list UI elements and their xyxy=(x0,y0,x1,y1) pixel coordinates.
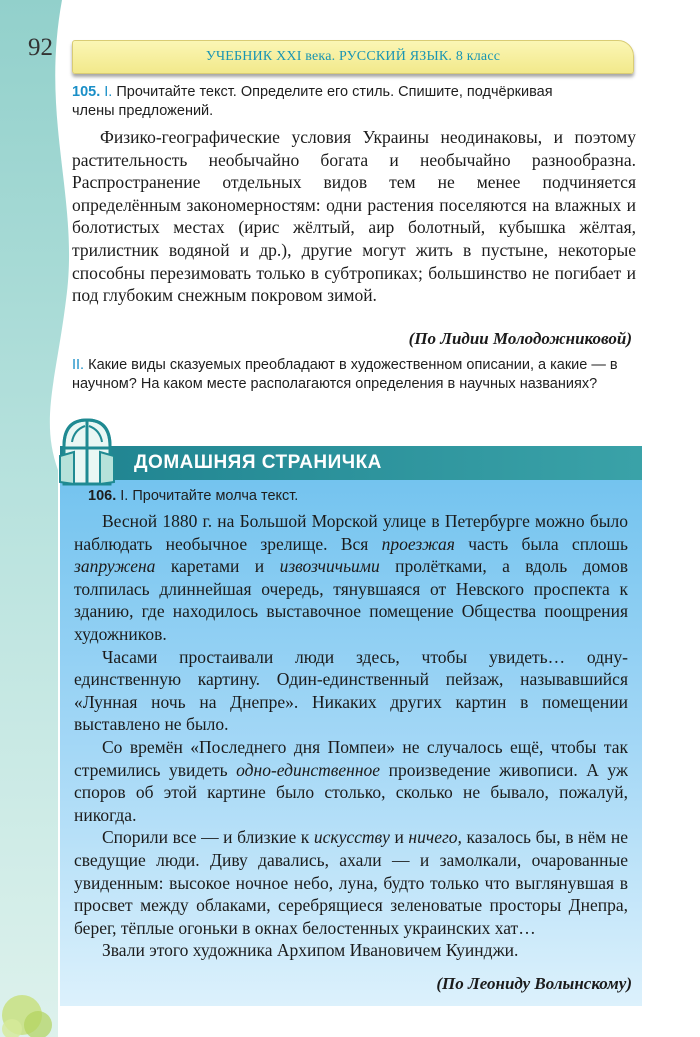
exercise-106-attribution: (По Леониду Волынскому) xyxy=(436,974,632,993)
exercise-105-part2-label: II. xyxy=(72,357,85,373)
running-header xyxy=(72,40,634,74)
p1-italic-1: проезжая xyxy=(381,533,455,554)
exercise-105-number: 105. xyxy=(72,84,101,100)
p1-text-d: пролётками, а вдоль домов толпилась длиннейшая очередь, тянувшаяся от Невского проспекта к зданию, где находилось выставочное помещение Общества поощрения художников. xyxy=(74,556,628,644)
running-header-text: УЧЕБНИК XXI века. РУССКИЙ ЯЗЫК. 8 класс xyxy=(205,49,501,64)
exercise-106-paragraph-5: Звали этого художника Архипом Ивановичем Куинджи. xyxy=(102,940,519,961)
exercise-106-text xyxy=(74,510,628,962)
page-number: 92 xyxy=(28,34,53,61)
exercise-106-part1-label: I. xyxy=(120,488,129,504)
p1-text-c: каретами и xyxy=(155,556,280,577)
p1-italic-2: запружена xyxy=(74,556,156,577)
exercise-106-task xyxy=(88,487,628,506)
exercise-106-paragraph-1 xyxy=(74,510,628,646)
p4-italic-2: ничего, xyxy=(408,827,462,848)
p4-text-c: казалось бы, в нём не сведущие люди. Диву давались, ахали — и замолкали, очарованные увиденным: высокое ночное небо, луна, будто только что выглянувшая в просвет между облаками, серебрящиеся зеленоватые просторы Днепра, берег, тёплые огоньки в окнах белостенных украинских хат… xyxy=(74,827,628,938)
exercise-106-number: 106. xyxy=(88,488,117,504)
exercise-106-paragraph-2: Часами простаивали люди здесь, чтобы увидеть… одну-единственную картину. Один-единственный пейзаж, называвшийся «Лунная ночь на Днепре». Никаких других картин в помещении выставлено не было. xyxy=(74,646,628,735)
exercise-105-part2-text: Какие виды сказуемых преобладают в художественном описании, а какие — в научном? На каком месте располагаются определения в научных названиях? xyxy=(72,357,618,392)
exercise-105-part1-text: Прочитайте текст. Определите его стиль. Спишите, подчёркивая xyxy=(116,84,553,100)
exercise-105-part1-label: I. xyxy=(104,84,113,100)
p4-text-a: Спорили все — и близкие к xyxy=(102,827,314,848)
exercise-105-attribution: (По Лидии Молодожниковой) xyxy=(408,329,632,348)
p4-text-b: и xyxy=(389,827,409,848)
p3-text-b: произведение живописи. А уж споров об этой картине было столько, сколько не бывало, пожалуй, никогда. xyxy=(74,759,628,825)
p3-text-a: Со времён «Последнего дня Помпеи» не случалось ещё, чтобы так стремились увидеть xyxy=(74,736,628,780)
p1-text-a: Весной 1880 г. на Большой Морской улице в Петербурге можно было наблюдать необычное зрелище. Вся xyxy=(74,511,628,554)
exercise-105-part1-text-2: члены предложений. xyxy=(72,103,214,119)
exercise-105-paragraph: Физико-географические условия Украины неодинаковы, и поэтому растительность необычайно богата и необычайно разнообразна. Распространение отдельных видов тем не менее подчиняется определённым закономерностям: одни растения поселяются на влажных и болотистых местах (ирис жёлтый, аир болотный, кубышка жёлтая, трилистник водяной и др.), другие могут жить в пустыне, некоторые способны перезимовать только в субтропиках; большинство не погибает и под глубоким снежным покровом зимой. xyxy=(72,127,636,306)
decorative-leaves xyxy=(0,985,60,1037)
exercise-106-part1-text: Прочитайте молча текст. xyxy=(132,488,299,504)
exercise-105-text xyxy=(72,126,636,307)
exercise-105-part2 xyxy=(72,356,644,394)
section-title: ДОМАШНЯЯ СТРАНИЧКА xyxy=(134,452,382,473)
exercise-106-paragraph-3 xyxy=(74,736,628,826)
section-banner xyxy=(60,446,642,480)
window-icon xyxy=(58,412,116,486)
exercise-106-paragraph-4 xyxy=(74,826,628,939)
p3-italic-1: одно-единственное xyxy=(236,759,381,780)
p1-text-b: часть была сплошь xyxy=(454,533,628,554)
exercise-105-task xyxy=(72,83,644,121)
p1-italic-3: извозчичьими xyxy=(279,556,380,577)
p4-italic-1: искусству xyxy=(313,827,390,848)
